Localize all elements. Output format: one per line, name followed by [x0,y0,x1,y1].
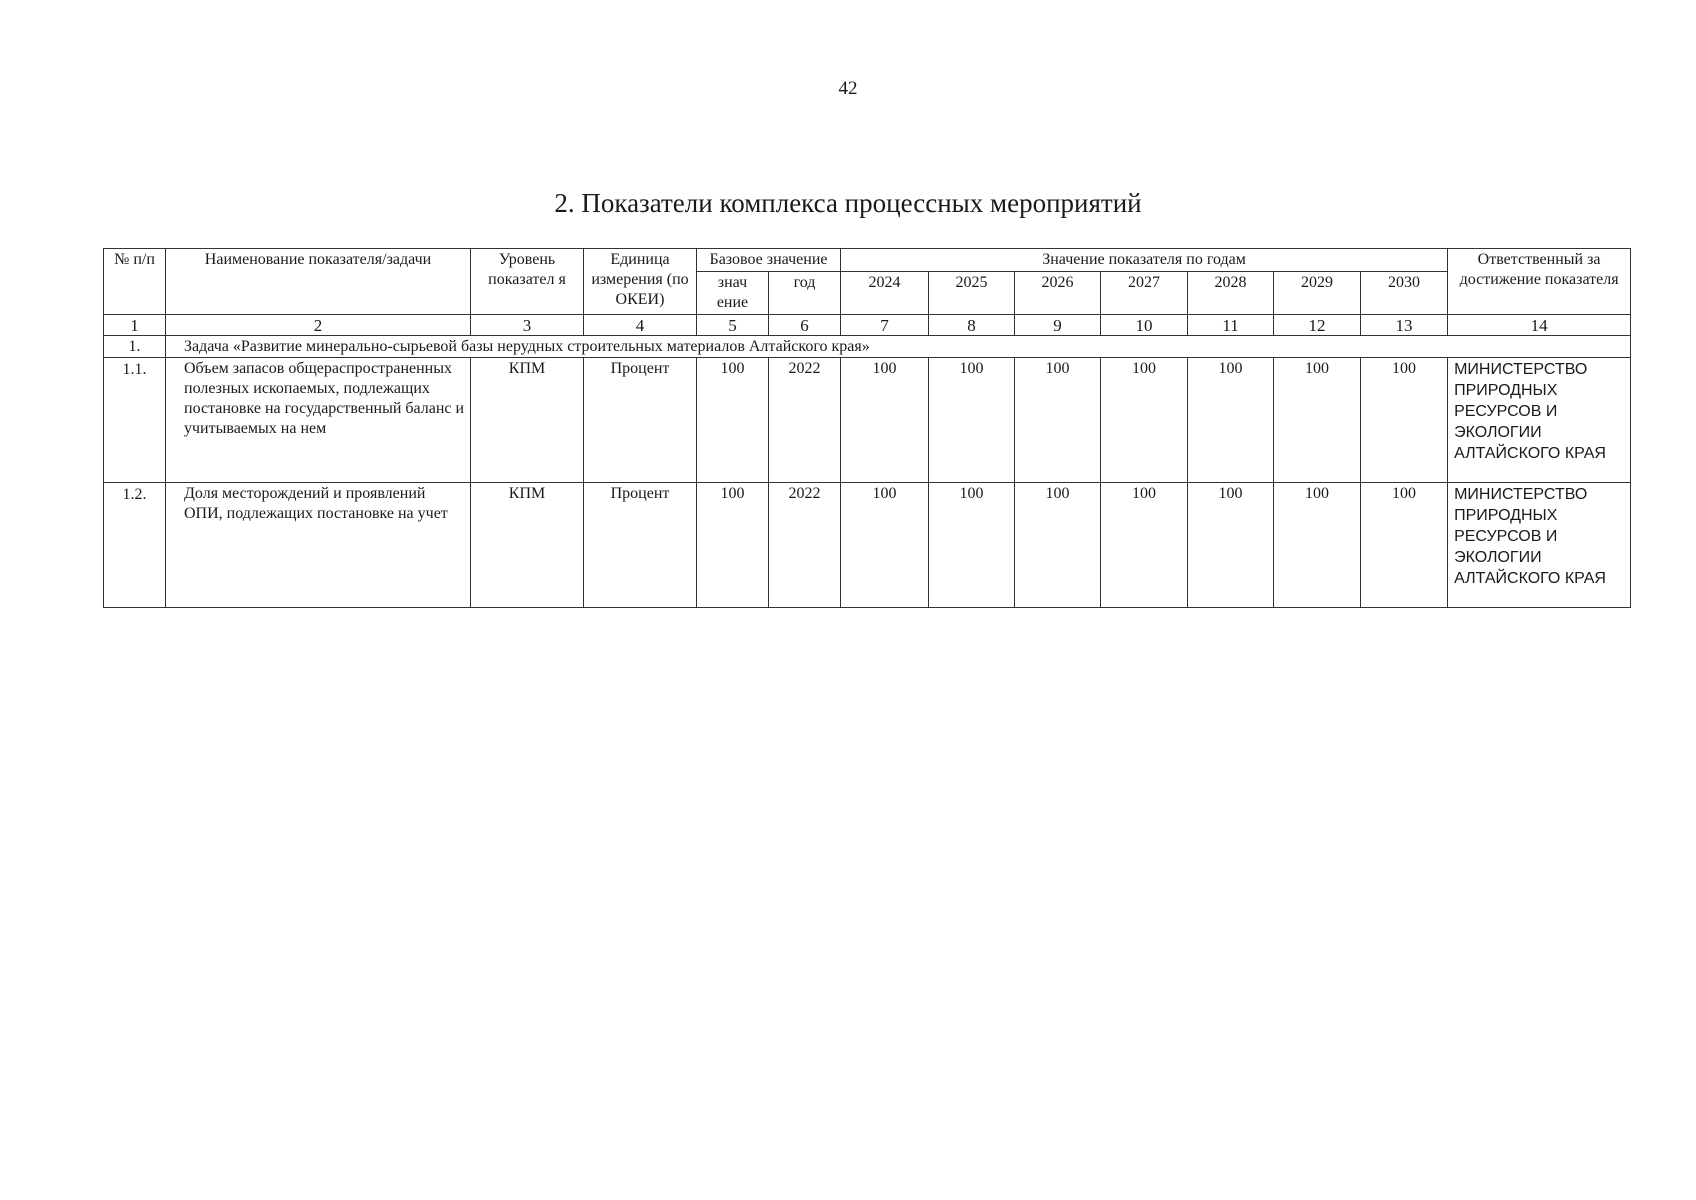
column-number: 9 [1015,315,1101,336]
task-num: 1. [104,336,166,358]
header-num: № п/п [104,249,166,315]
task-row [104,336,1631,358]
column-number: 13 [1361,315,1448,336]
column-number: 14 [1448,315,1631,336]
header-base-year: год [769,272,841,315]
row-value: 100 [1361,483,1448,608]
row-value: 100 [1188,483,1274,608]
row-base-year: 2022 [769,358,841,483]
column-number-row [104,315,1631,336]
row-unit: Процент [584,358,697,483]
row-value: 100 [1101,358,1188,483]
column-number: 4 [584,315,697,336]
header-base: Базовое значение [697,249,841,272]
row-value: 100 [1361,358,1448,483]
row-value: 100 [1015,483,1101,608]
header-year: 2025 [929,272,1015,315]
row-num: 1.2. [104,483,166,608]
indicators-table [103,248,1631,608]
row-value: 100 [1015,358,1101,483]
row-value: 100 [929,483,1015,608]
row-value: 100 [929,358,1015,483]
row-name: Доля месторождений и проявлений ОПИ, подлежащих постановке на учет [166,483,471,608]
column-number: 2 [166,315,471,336]
column-number: 3 [471,315,584,336]
table-row [104,483,1631,608]
header-year: 2024 [841,272,929,315]
row-base-year: 2022 [769,483,841,608]
header-unit: Единица измерения (по ОКЕИ) [584,249,697,315]
task-text: Задача «Развитие минерально-сырьевой базы нерудных строительных материалов Алтайского края» [166,336,1631,358]
table-row [104,358,1631,483]
row-value: 100 [1274,358,1361,483]
column-number: 12 [1274,315,1361,336]
header-responsible: Ответственный за достижение показателя [1448,249,1631,315]
row-base-value: 100 [697,483,769,608]
row-value: 100 [841,483,929,608]
row-value: 100 [1101,483,1188,608]
row-responsible: МИНИСТЕРСТВО ПРИРОДНЫХ РЕСУРСОВ И ЭКОЛОГИИ АЛТАЙСКОГО КРАЯ [1448,358,1631,483]
row-base-value: 100 [697,358,769,483]
header-row-1 [104,249,1631,272]
header-name: Наименование показателя/задачи [166,249,471,315]
row-value: 100 [841,358,929,483]
column-number: 7 [841,315,929,336]
header-year: 2029 [1274,272,1361,315]
column-number: 11 [1188,315,1274,336]
column-number: 1 [104,315,166,336]
header-year: 2026 [1015,272,1101,315]
row-level: КПМ [471,483,584,608]
header-year: 2028 [1188,272,1274,315]
header-year: 2027 [1101,272,1188,315]
header-year: 2030 [1361,272,1448,315]
header-level: Уровень показател я [471,249,584,315]
header-by-years: Значение показателя по годам [841,249,1448,272]
column-number: 6 [769,315,841,336]
row-unit: Процент [584,483,697,608]
column-number: 5 [697,315,769,336]
header-base-value: знач ение [697,272,769,315]
column-number: 8 [929,315,1015,336]
row-value: 100 [1274,483,1361,608]
row-name: Объем запасов общераспространенных полезных ископаемых, подлежащих постановке на государственный баланс и учитываемых на нем [166,358,471,483]
row-value: 100 [1188,358,1274,483]
row-level: КПМ [471,358,584,483]
row-responsible: МИНИСТЕРСТВО ПРИРОДНЫХ РЕСУРСОВ И ЭКОЛОГИИ АЛТАЙСКОГО КРАЯ [1448,483,1631,608]
page-number: 42 [838,78,858,99]
row-num: 1.1. [104,358,166,483]
page-title: 2. Показатели комплекса процессных мероприятий [554,188,1142,218]
column-number: 10 [1101,315,1188,336]
